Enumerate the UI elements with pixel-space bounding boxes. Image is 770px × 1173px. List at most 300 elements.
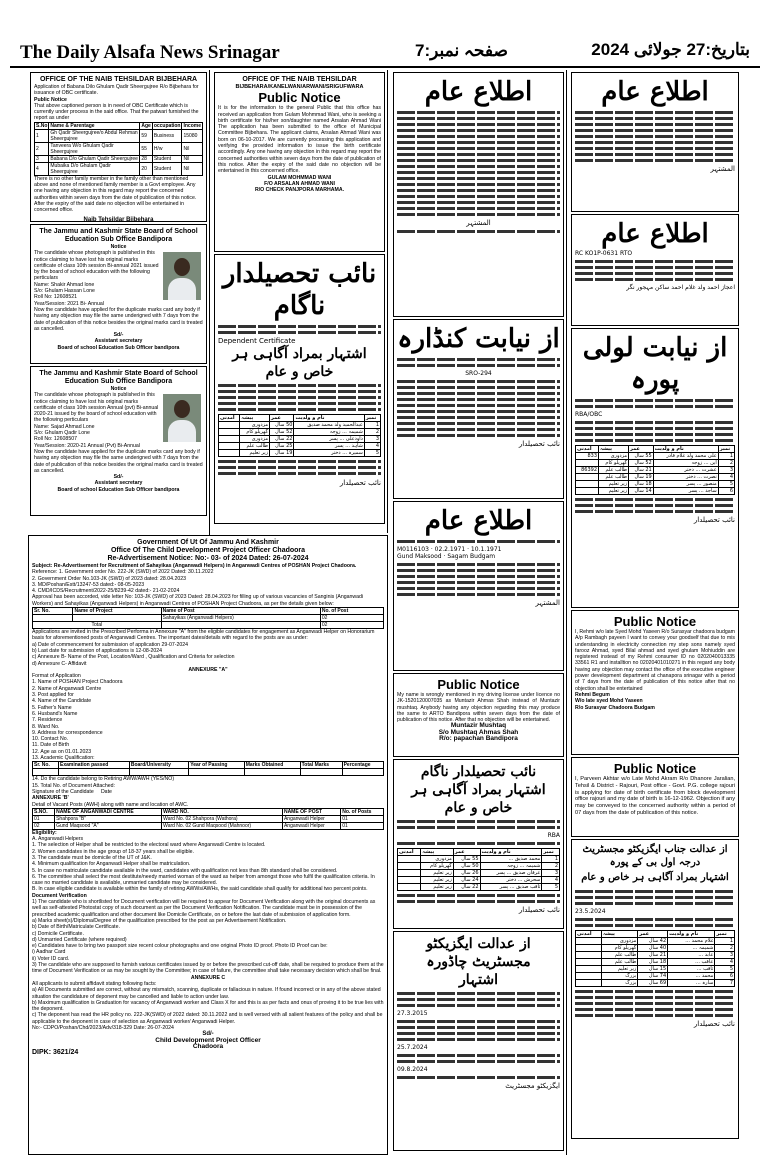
table-row — [35, 142, 203, 155]
ittila2-values: M0116103 · 02.2.1971 · 10.1.1971 — [397, 546, 502, 553]
table-cell: 2 — [542, 863, 560, 870]
eligibility-sub: A. Anganwadi Helpers — [32, 836, 84, 843]
table-header: آمدنی — [576, 446, 599, 453]
table-cell: 14 سال — [629, 488, 654, 495]
place2: Sagam Budgam — [447, 553, 496, 560]
table-cell: طالب علم — [599, 474, 629, 481]
sign-1: Child Development Project Officer — [155, 1036, 261, 1044]
table-row — [219, 450, 381, 457]
table-cell: Nil — [182, 155, 203, 162]
notice-title: از عدالت ایگزیکٹو مجسٹریٹ چاڈورہ — [426, 936, 531, 970]
table-cell: مزدوری — [599, 453, 629, 460]
notice-label: Notice — [110, 386, 127, 392]
notice-jkbose-2 — [30, 366, 207, 516]
family-table — [575, 930, 735, 987]
sign-2: Board of school Education Sub Officer bandipora — [57, 486, 180, 493]
notice-court-chadoora — [393, 931, 564, 1151]
list-item: a) Marks sheet(s)/Diploma/Degree of the qualification prescribed for the post as per Advertisement Notification. — [32, 917, 287, 924]
list-item: B. In case eligible candidate is available within the family of retiring AWWs/AWHs, the said candidate shall qualify for additional two percent points. — [32, 886, 368, 893]
table-cell: 52 سال — [270, 429, 294, 436]
table-row — [576, 959, 735, 966]
table-header: آمدنی — [576, 931, 602, 938]
table-cell: زیر تعلیم — [599, 481, 629, 488]
notice-heading: اشتہار بمراد آگاہی ہر خاص و عام — [581, 872, 729, 883]
table-cell: 22 سال — [453, 884, 480, 891]
table-cell: ثاقب ... — [668, 966, 715, 973]
table-header: Examination passed — [59, 762, 130, 769]
sd: Sd/- — [113, 474, 124, 481]
subject: Subject: Re-Advertisement for Recruitment of Sahayikas (Anganwadi Helpers) in Anganwadi Centres of POSHAN Project Chadoora. — [32, 563, 357, 569]
sig-2: W/o late syed Mohd Yaseen — [575, 698, 643, 705]
table-header: عمر — [629, 446, 654, 453]
sign-1: Assistant secretary — [94, 338, 143, 345]
table-row — [398, 884, 560, 891]
table-cell: 5 — [542, 884, 560, 891]
table-cell: 833 — [576, 453, 599, 460]
date1: 02.2.1971 — [434, 546, 466, 553]
table-cell: Anganwadi Helper — [282, 815, 340, 822]
public-notice-heading: Public Notice — [437, 677, 520, 692]
family-table — [34, 122, 203, 176]
notice-title: اطلاع عام — [601, 77, 709, 107]
masthead — [10, 34, 760, 68]
list-item: c) The deponent has read the HR policy no. 222-JK(SWD) of 2022 dated: 30.11.2022 and is well versed with all salient features of the policy and shall be applicable to the deponent in case of selection as Anganwadi worker/ Anganwadi Helper. — [32, 1012, 383, 1025]
table-cell: 5 — [715, 966, 735, 973]
date2: 10.1.1971 — [470, 546, 502, 553]
list-item: 5. In case no matriculate candidate available in the ward, candidates with qualification not less than 8th standard shall be considered. — [32, 867, 338, 874]
notice-heading: اشتہار بمراد آگاہی ہر خاص و عام — [232, 346, 367, 380]
num1: M0116103 — [397, 546, 429, 553]
table-cell: 4 — [364, 443, 380, 450]
notice-footer: Now the candidate have applied for the duplicate marks card any body if having any objection may file the same underigned with 7 days from the date of publication of this notice besides the original marks card is treated as cancelled. — [34, 306, 203, 332]
total-label: Total — [33, 622, 162, 629]
table-cell: طالب علم — [599, 467, 629, 474]
table-row — [576, 481, 735, 488]
table-row — [576, 488, 735, 495]
notice-label: Notice — [110, 244, 127, 250]
table-cell: بزرگ — [602, 973, 638, 980]
post-table — [32, 607, 384, 629]
readvert-line: Re-Advertisement Notice: No:- 03- of 2024 Dated: 26-07-2024 — [107, 555, 309, 562]
annexure-a: ANNEXURE "A" — [188, 666, 228, 673]
table-cell: 1 — [542, 856, 560, 863]
table-cell: 4 — [35, 162, 49, 175]
table-cell: Student — [152, 162, 182, 175]
list-item: 2. Women candidates in the age group of 18-37 years shall be eligible. — [32, 848, 194, 855]
table-header: عمر — [638, 931, 668, 938]
table-cell: زیر تعلیم — [599, 488, 629, 495]
table-cell — [189, 769, 245, 776]
date-label: Date — [100, 788, 112, 795]
table-header: Total Marks — [300, 762, 342, 769]
table-cell — [576, 488, 599, 495]
table-header: پیشہ — [240, 415, 270, 422]
table-cell: 3 — [364, 436, 380, 443]
table-header: Income — [183, 122, 201, 129]
table-row — [576, 474, 735, 481]
notice-naib-ranagam-2 — [393, 759, 564, 929]
list-item: 4. Name of the Candidate — [32, 698, 92, 705]
table-cell: 52 سال — [629, 460, 654, 467]
notice-footer: There is no other family member in the family other than mentioned above and none of mentioned family member is a Govt employee. Any one having any objection in this regard may report the concerned authorities within seven days from the date of publication of this notice. After the expiry of the said date no objection will be entertained in concerned office. — [34, 175, 197, 214]
notice-court-right — [571, 839, 739, 1139]
table-cell — [398, 870, 421, 877]
table-cell: طالب علم — [240, 443, 270, 450]
table-cell: Ward No. 02 Gund Maqsood (Mahnoor) — [162, 822, 283, 829]
table-row — [576, 460, 735, 467]
family-table — [218, 414, 381, 457]
table-cell: گھریلو کام — [599, 460, 629, 467]
table-cell — [129, 769, 188, 776]
notice-title: نائب تحصیلدار ناگام — [222, 259, 377, 321]
table-row — [219, 422, 381, 429]
table-cell: Gh Qadir Sheergujree/o Abdul Rehman Sheergujree — [49, 129, 140, 142]
table-cell — [576, 959, 602, 966]
table-cell — [59, 769, 130, 776]
table-cell: Nil — [182, 142, 203, 155]
table-cell: Tanveera W/o Ghulam Qadir Sheergujree — [49, 142, 140, 155]
doc-body: 1) The candidate who is shortlisted for Document verification will be required to appear for Document Verification along with the original documents as well as self-attested Photostat copy of such document as per the Document Verification Notification. The candidate must be in possession of the prescribed academic qualification and other document like Domicile Certificate, on or before the last date of submission of application form. — [32, 899, 376, 918]
table-cell: طالب علم — [602, 952, 638, 959]
table-header: S.NO. — [33, 808, 55, 815]
notice-title: از نیابت کنڈارہ — [397, 324, 560, 354]
table-cell: 5 — [718, 481, 734, 488]
table-header: NAME OF POST — [282, 808, 340, 815]
table-cell: 01 — [341, 822, 384, 829]
notice-title: از نیابت لولی پورہ — [582, 333, 728, 395]
candidate-parent: S/o: Ghulam Qadir Lone — [34, 430, 90, 437]
table-cell — [398, 856, 421, 863]
table-cell: 2 — [35, 142, 49, 155]
total-docs: 15. Total No. of Document Attached: — [32, 782, 115, 789]
table-cell: 26 سال — [453, 870, 480, 877]
notice-heading: اشتہار بمراد آگاہی ہر خاص و عام — [411, 782, 546, 816]
table-cell — [576, 980, 602, 987]
candidate-photo — [163, 394, 201, 442]
notice-electricity — [571, 610, 739, 755]
application-fields — [32, 679, 384, 761]
vacancy-table — [32, 808, 384, 830]
notice-title: اطلاع عام — [601, 219, 709, 249]
table-cell: 1 — [364, 422, 380, 429]
notice-title: OFFICE OF THE NAIB TEHSILDAR — [242, 76, 357, 83]
table-cell: 86392 — [576, 467, 599, 474]
notice-ittila-2 — [393, 501, 564, 671]
table-row — [576, 945, 735, 952]
table-cell: عبدالحمید ولد محمد صدیق — [294, 422, 364, 429]
invite: Applications are invited in the Prescribed Performa in Annexure "A" from the eligible candidates for engagement as Anganwadi Helper on Honorarium basis for aforementioned posts of Anganwadi Centres. The important dates/details with regard to the posts are as under: — [32, 629, 375, 642]
candidate-signature: Signature of the Candidate — [32, 788, 94, 795]
table-cell: 2 — [718, 460, 734, 467]
sd: Sd/- — [202, 1031, 214, 1038]
candidate-year: Year/Session: 2020-21 Annual (Pvt) Bi-Annual — [34, 442, 140, 449]
table-header: پیشہ — [602, 931, 638, 938]
table-cell: 55 سال — [453, 856, 480, 863]
place1: Gund Maksood — [397, 553, 442, 560]
ittila2-places: Gund Maksood · Sagam Budgam — [397, 553, 496, 560]
table-cell: 1 — [715, 938, 735, 945]
table-cell: ساجد ... پسر — [653, 488, 718, 495]
table-cell: داودعلی ... پسر — [294, 436, 364, 443]
table-cell: محمد صدیق ... — [480, 856, 542, 863]
table-cell — [33, 615, 73, 622]
sign-1: Assistant secretary — [94, 480, 143, 487]
list-item: 4. CMD/ICDS/Recruitment/2022-25/8239-42 dated:- 21-02-2024 — [32, 588, 180, 595]
notice-intro: Application of Babana Dilo Ghulam Qadir Sheergujree R/o Bijbehara for issuance of OBC certificate. — [34, 84, 199, 97]
notice-signature: Naib Tehsildar Bijbehara — [83, 216, 154, 222]
list-item: 1. The selection of Helper shall be restricted to the electoral ward where Anganwadi Centre is located. — [32, 842, 266, 849]
annexure-b: ANNEXURE 'B' — [32, 795, 69, 802]
table-header: No. of Post — [320, 608, 383, 615]
table-header: نام و ولدیت — [668, 931, 715, 938]
table-cell: 25 سال — [270, 443, 294, 450]
table-header: S.No — [36, 122, 48, 129]
qualification-table — [32, 761, 384, 776]
notice-body: I, Rehmi w/o late Syed Mohd Yaseen R/o Surasyar chadoora budgam A/p Rambagh payeen I want to convey your goodself that due to mis understanding in electricity connection my step sons namely syed farooz Ahmad, syed Bilal ahmad and syed ghulam Mohiuddin are registered instead of my Rehmi consumer ID no 0202040013335 33561 R1 and installtion no 02020401010271 in this regard any body having any objection may contact the office of the executive engineer power development department at chanapora srinagar with a period of 7 days from the date of publication of this notice after that no objection shall be entertained — [575, 629, 735, 692]
list-item: 3. The candidate must be domicile of the UT of J&K. — [32, 854, 152, 861]
vacant-detail: Detail of Vacant Posts (AWH) along with name and location of AWC. — [32, 801, 189, 808]
table-row — [398, 856, 560, 863]
paper-name: The Daily Alsafa News Srinagar — [20, 42, 280, 63]
doc-title: Document Verification — [32, 892, 87, 899]
column-4 — [569, 70, 741, 1155]
affidavit: All applicants to submit affidavit stating following facts: — [32, 980, 157, 987]
notice-sign: ایگزیکٹو مجسٹریٹ — [505, 1082, 560, 1090]
table-cell: شمیمہ ... زوجہ — [480, 863, 542, 870]
notice-driving-license — [393, 673, 564, 757]
table-cell: محمد ... — [668, 973, 715, 980]
table-cell: 3 — [542, 870, 560, 877]
sig-1: Muntazir Mushtaq — [450, 722, 507, 730]
table-cell: 15 سال — [638, 966, 668, 973]
sig-2: S/o Mushtaq Ahmas Shah — [438, 728, 519, 736]
candidate-roll: Roll No: 12608521 — [34, 294, 77, 301]
table-cell: Gund Maqsood "A" — [55, 822, 162, 829]
rto: RTO — [619, 250, 633, 257]
table-row — [219, 436, 381, 443]
list-item: 3) The candidate who are supposed to furnish various certificates issued by or before the prescribed cut-off date, shall be required to produce them at the time of Document Verification or as may be sought by the Committee; in case of failure, the committee shall take necessary decision which shall be final. — [32, 962, 384, 975]
table-cell — [576, 945, 602, 952]
table-cell — [219, 436, 240, 443]
table-header: Name & Parentage — [49, 122, 140, 129]
notice-subtitle: BIJBEHARA/KANELWAN/ARWANI/SRIGUFWARA — [235, 84, 364, 90]
table-cell: 01 — [341, 815, 384, 822]
table-cell: 22 سال — [270, 436, 294, 443]
table-cell: 3 — [35, 155, 49, 162]
table-cell: 19 سال — [270, 450, 294, 457]
list-item: 8. Ward No. — [32, 723, 60, 730]
table-cell: 5 — [364, 450, 380, 457]
table-cell: عاقب ... — [668, 959, 715, 966]
table-cell: مزدوری — [240, 436, 270, 443]
retiring: 14. Do the candidate belong to Retiring AWW/AWH (YES/NO) — [32, 776, 175, 783]
table-header: Sr. No. — [33, 608, 73, 615]
doc-list — [32, 918, 384, 975]
notice-sign: المشتہر — [710, 165, 735, 173]
sig-3: R/o Surasyar Chadoora Budgam — [575, 704, 655, 711]
table-cell: 1 — [35, 129, 49, 142]
sig-3: R/O CHECK PANJPORA MARHAMA. — [254, 187, 345, 194]
table-cell: 1 — [718, 453, 734, 460]
annexure-c: ANNEXURE C — [190, 974, 226, 981]
table-cell: Ward No. 02 Shahpora (Wathora) — [162, 815, 283, 822]
notice-sign: نائب تحصیلدار — [339, 479, 381, 487]
list-item: d) Annexure C- Affidavit — [32, 660, 87, 667]
table-row — [398, 870, 560, 877]
family-table — [575, 445, 735, 495]
table-header: نام و ولدیت — [294, 415, 364, 422]
table-header: Age — [141, 122, 151, 129]
table-header: Name of Project — [73, 608, 161, 615]
candidate-parent: S/o: Ghulam Hassan Lone — [34, 288, 95, 295]
table-cell: 7 — [715, 980, 735, 987]
important-dates — [32, 642, 384, 667]
sd: Sd/- — [113, 332, 124, 339]
table-header: عمر — [270, 415, 294, 422]
table-cell: 4 — [715, 959, 735, 966]
table-cell: Student — [152, 155, 182, 162]
table-cell: 28 — [140, 155, 152, 162]
table-header: Name of Post — [161, 608, 320, 615]
notice-body: I, Parveen Akhtar w/o Late Mohd Akram R/o Dhanore Jaralian, Tehsil & District - Rajouri, Post office - Govt. P.G. college rajouri is applying for date of birth certificate from block development office rajouri and my date of birth is 16-12-1962. Objection if any may be conveyed to the concerned authority within a period of 07 days from the date of publication of this notice. — [575, 776, 735, 816]
table-cell: ثاقب صدیق ... پسر — [480, 884, 542, 891]
table-cell: سحرش ... دختر — [480, 877, 542, 884]
table-header: Year of Passing — [189, 762, 245, 769]
table-cell: 18 سال — [629, 481, 654, 488]
table-cell: سارہ ... — [668, 980, 715, 987]
eligibility-list — [32, 842, 384, 892]
table-cell: شمیمہ ... زوجہ — [294, 429, 364, 436]
table-cell: Anganwadi Helper — [282, 822, 340, 829]
sign-2: Chadoora — [192, 1042, 224, 1050]
table-cell — [219, 443, 240, 450]
table-cell: گھریلو کام — [602, 945, 638, 952]
table-cell: 01 — [33, 815, 55, 822]
dependent-certificate: Dependent Certificate — [218, 337, 296, 345]
references — [32, 569, 384, 594]
rc: RC — [575, 250, 584, 257]
list-item: a) Date of commencement for submission of application 29-07-2024 — [32, 641, 188, 648]
notice-sign: نائب تحصیلدار — [518, 440, 560, 448]
table-cell: زیر تعلیم — [602, 966, 638, 973]
table-row — [576, 952, 735, 959]
order-no: No:- CDPO/Poshan/Chd/2023/Adv/318-329 Date: 26-07-2024 — [32, 1025, 174, 1031]
table-cell: غلام محمد ... — [668, 938, 715, 945]
notice-birth-rajouri — [571, 757, 739, 837]
page-number: صفحہ نمبر:7 — [415, 41, 508, 60]
table-row — [576, 938, 735, 945]
table-header: occupation — [153, 122, 181, 129]
table-cell: زیر تعلیم — [240, 450, 270, 457]
list-item: 4. Minimum qualification for Anganwadi Helper shall be matriculation. — [32, 861, 191, 868]
rba: RBA — [547, 832, 560, 839]
table-header: WARD NO. — [162, 808, 283, 815]
list-item: 3. MD/Poshan/Estt/13247-53 dated:- 08-05-2023 — [32, 581, 145, 588]
table-cell: 2 — [364, 429, 380, 436]
public-notice-heading: Public Notice — [613, 614, 697, 629]
table-cell: 20 — [140, 162, 152, 175]
table-cell: 59 — [140, 129, 152, 142]
table-cell: 4 — [718, 474, 734, 481]
table-cell: منصور ... پسر — [653, 481, 718, 488]
list-item: 12. Age as on 01.01.2023 — [32, 748, 92, 755]
table-cell: 02 — [320, 615, 383, 622]
table-cell — [244, 769, 300, 776]
notice-lolipora — [571, 328, 739, 608]
notice-sign: نائب تحصیلدار — [693, 516, 735, 524]
table-cell: عابد ... — [668, 952, 715, 959]
table-row — [576, 980, 735, 987]
table-cell: عرفان صدیق ... پسر — [480, 870, 542, 877]
table-cell — [219, 450, 240, 457]
table-cell: 2 — [715, 945, 735, 952]
table-cell: زیر تعلیم — [421, 870, 454, 877]
table-cell: مزدوری — [602, 938, 638, 945]
notice-bijbehara-birth — [214, 72, 385, 252]
table-row — [576, 973, 735, 980]
table-header: پیشہ — [421, 849, 454, 856]
eligibility-title: Eligibility: — [32, 829, 57, 836]
table-cell: Mubaika D/o Ghulam Qadir Sheergujree — [49, 162, 140, 175]
table-cell: زیر تعلیم — [421, 877, 454, 884]
rba-obc: RBA/OBC — [575, 411, 603, 418]
table-row — [35, 129, 203, 142]
candidate-name: Name: Shakir Ahmad lone — [34, 281, 95, 288]
table-cell: H/w — [152, 142, 182, 155]
approval: Approval has been accorded, vide letter No: 103-JK (SWD) of 2023 Dated: 28.04.2023 for filling up of various vacancies of Sanginis (Anganwadi Workers) and Sahayikas (Anganwadi Helpers) in Anganwadi Centres of POSHAN Project Chadoora, as per the details given below: — [32, 594, 364, 607]
candidate-photo — [163, 252, 201, 300]
table-row — [35, 155, 203, 162]
family-table — [397, 848, 560, 891]
table-cell: عشرت ... دختر — [653, 467, 718, 474]
table-header: Sr. No. — [33, 762, 59, 769]
list-item: ii) Voter ID card. — [32, 955, 70, 962]
table-row — [576, 966, 735, 973]
notice-title: OFFICE OF THE NAIB TEHSILDAR BIJBEHARA — [39, 76, 198, 83]
anganwadi-notice — [28, 535, 388, 1155]
table-cell — [576, 966, 602, 973]
table-cell: سمیرہ ... دختر — [294, 450, 364, 457]
column-3 — [391, 70, 567, 1155]
sro: SRO-294 — [465, 370, 492, 377]
table-cell: Sahayikas (Anganwadi Helpers) — [161, 615, 320, 622]
table-cell: 50 سال — [270, 422, 294, 429]
table-cell — [576, 938, 602, 945]
table-cell: 19 سال — [629, 474, 654, 481]
list-item: 3. Post applied for — [32, 692, 74, 699]
list-item: 6. Husband's Name — [32, 710, 78, 717]
notice-heading: اشتہار — [458, 972, 499, 988]
table-cell: مزدوری — [240, 422, 270, 429]
date-1: 27.3.2015 — [397, 1010, 428, 1017]
table-cell: 50 سال — [453, 863, 480, 870]
table-cell: 18 سال — [638, 959, 668, 966]
list-item: 13. Academic Qualification: — [32, 755, 95, 762]
table-header: آمدنی — [398, 849, 421, 856]
list-item: 5. Father's Name — [32, 704, 72, 711]
dipk: DIPK: 3621/24 — [32, 1049, 79, 1057]
date-2: 25.7.2024 — [397, 1044, 428, 1051]
table-header: نام و ولدیت — [653, 446, 718, 453]
table-cell: Shahpora "B" — [55, 815, 162, 822]
notice-niabat-kandara — [393, 319, 564, 499]
list-item: b) Date of Birth/Matriculate Certificate. — [32, 924, 120, 931]
table-row — [398, 877, 560, 884]
list-item: c) Annexure B- Name of the Post, Location/Ward , Qualification and Criteria for selection — [32, 654, 235, 661]
notice-body: It is for the information to the general Public that this office has received an application from Gulam Mohmmad Wani, who is seeking a birth certificate for his/her son/daughter named Arsalan Ahmad Wani The application has been submitted to the office of Municipal Committee Bijbehara. The applicant claims, Arsalan Ahmad Wani was born on 06-10-2017. We are currently processing this application and verifying the provided information to issue the birth certificate accordingly. Any one having any objection in this regard may report the concerned authorities within seven days from the date of publication of this notice. After the expiry of the said date no objection will be entertained in this concerned office. — [218, 105, 381, 175]
notice-body: The candidate whose photograph is published in this notice claiming to have lost his original marks certificate of class 10th session Bi-annual 2021 issued by the board of school education with the following perticulars — [34, 250, 159, 282]
table-cell: Business — [152, 129, 182, 142]
